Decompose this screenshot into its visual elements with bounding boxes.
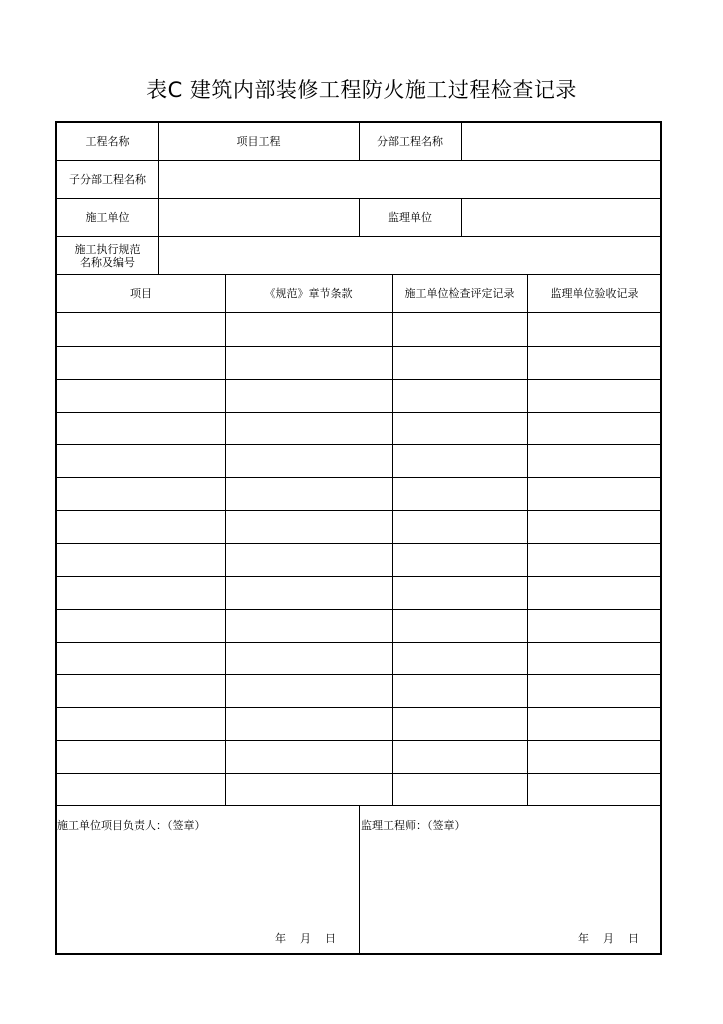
cell-construction-check[interactable] <box>392 477 527 510</box>
cell-clause[interactable] <box>225 477 392 510</box>
cell-supervision-acceptance[interactable] <box>527 773 662 806</box>
cell-clause[interactable] <box>225 576 392 609</box>
cell-construction-check[interactable] <box>392 674 527 707</box>
cell-item[interactable] <box>57 773 225 806</box>
subdivision-name-value[interactable] <box>158 161 662 198</box>
column-header-supervision-acceptance: 监理单位验收记录 <box>550 287 639 300</box>
divider <box>359 805 360 955</box>
cell-supervision-acceptance[interactable] <box>527 510 662 543</box>
cell-construction-check[interactable] <box>392 346 527 379</box>
cell-construction-check[interactable] <box>392 444 527 477</box>
column-header-construction-check: 施工单位检查评定记录 <box>404 287 515 300</box>
standard-value[interactable] <box>158 237 662 274</box>
divider <box>57 510 662 511</box>
cell-construction-check[interactable] <box>392 510 527 543</box>
column-header-item: 项目 <box>130 287 152 300</box>
cell-clause[interactable] <box>225 543 392 576</box>
cell-construction-check[interactable] <box>392 412 527 445</box>
divider <box>359 123 360 160</box>
divider <box>57 740 662 741</box>
divider <box>461 199 462 236</box>
divider <box>57 674 662 675</box>
cell-supervision-acceptance[interactable] <box>527 346 662 379</box>
construction-manager-signature-label: 施工单位项目负责人：（签章） <box>57 819 206 832</box>
cell-supervision-acceptance[interactable] <box>527 576 662 609</box>
supervising-engineer-signature-label: 监理工程师：（签章） <box>361 819 466 832</box>
inspection-record-form <box>55 121 662 955</box>
cell-clause[interactable] <box>225 346 392 379</box>
divider <box>392 275 393 805</box>
cell-item[interactable] <box>57 313 225 346</box>
cell-clause[interactable] <box>225 379 392 412</box>
cell-construction-check[interactable] <box>392 609 527 642</box>
cell-clause[interactable] <box>225 444 392 477</box>
divider <box>57 576 662 577</box>
cell-item[interactable] <box>57 576 225 609</box>
cell-construction-check[interactable] <box>392 313 527 346</box>
cell-item[interactable] <box>57 674 225 707</box>
divider <box>158 123 159 274</box>
cell-item[interactable] <box>57 477 225 510</box>
cell-supervision-acceptance[interactable] <box>527 609 662 642</box>
divider <box>57 609 662 610</box>
divider <box>57 412 662 413</box>
construction-unit-label: 施工单位 <box>85 211 130 224</box>
cell-construction-check[interactable] <box>392 740 527 773</box>
cell-supervision-acceptance[interactable] <box>527 707 662 740</box>
cell-item[interactable] <box>57 444 225 477</box>
cell-supervision-acceptance[interactable] <box>527 412 662 445</box>
cell-clause[interactable] <box>225 313 392 346</box>
supervision-unit-label: 监理单位 <box>388 211 432 224</box>
project-name-label: 工程名称 <box>85 135 130 148</box>
divider <box>57 346 662 347</box>
cell-construction-check[interactable] <box>392 707 527 740</box>
cell-construction-check[interactable] <box>392 773 527 806</box>
cell-construction-check[interactable] <box>392 543 527 576</box>
cell-clause[interactable] <box>225 412 392 445</box>
divider <box>57 543 662 544</box>
divider <box>57 312 662 313</box>
cell-item[interactable] <box>57 642 225 675</box>
construction-unit-value[interactable] <box>158 199 359 236</box>
cell-construction-check[interactable] <box>392 642 527 675</box>
cell-item[interactable] <box>57 543 225 576</box>
cell-clause[interactable] <box>225 510 392 543</box>
division-name-label: 分部工程名称 <box>377 135 443 148</box>
divider <box>225 275 226 805</box>
divider <box>527 275 528 805</box>
construction-manager-signature-date: 年 月 日 <box>275 932 336 945</box>
cell-clause[interactable] <box>225 609 392 642</box>
standard-label-line1: 施工执行规范 <box>74 242 141 256</box>
divider <box>57 477 662 478</box>
cell-clause[interactable] <box>225 674 392 707</box>
cell-clause[interactable] <box>225 642 392 675</box>
divider <box>359 199 360 236</box>
standard-label <box>57 237 158 274</box>
divider <box>57 707 662 708</box>
cell-supervision-acceptance[interactable] <box>527 379 662 412</box>
divider <box>57 379 662 380</box>
cell-construction-check[interactable] <box>392 576 527 609</box>
column-header-clause: 《规范》章节条款 <box>264 287 353 300</box>
divider <box>57 274 662 275</box>
subdivision-name-label: 子分部工程名称 <box>69 173 146 186</box>
cell-supervision-acceptance[interactable] <box>527 740 662 773</box>
cell-supervision-acceptance[interactable] <box>527 444 662 477</box>
cell-item[interactable] <box>57 707 225 740</box>
cell-item[interactable] <box>57 609 225 642</box>
divider <box>57 773 662 774</box>
divider <box>57 160 662 161</box>
project-name-value[interactable]: 项目工程 <box>236 135 281 148</box>
cell-clause[interactable] <box>225 773 392 806</box>
cell-supervision-acceptance[interactable] <box>527 543 662 576</box>
form-title: 表C 建筑内部装修工程防火施工过程检查记录 <box>146 78 577 102</box>
cell-clause[interactable] <box>225 707 392 740</box>
cell-supervision-acceptance[interactable] <box>527 674 662 707</box>
cell-item[interactable] <box>57 412 225 445</box>
cell-supervision-acceptance[interactable] <box>527 313 662 346</box>
cell-item[interactable] <box>57 346 225 379</box>
supervision-unit-value[interactable] <box>461 199 662 236</box>
standard-label-line2: 名称及编号 <box>80 255 135 269</box>
cell-clause[interactable] <box>225 740 392 773</box>
division-name-value[interactable] <box>461 123 662 160</box>
divider <box>57 444 662 445</box>
divider <box>57 236 662 237</box>
cell-item[interactable] <box>57 510 225 543</box>
cell-supervision-acceptance[interactable] <box>527 477 662 510</box>
divider <box>461 123 462 160</box>
cell-item[interactable] <box>57 379 225 412</box>
cell-item[interactable] <box>57 740 225 773</box>
divider <box>57 642 662 643</box>
supervising-engineer-signature-date: 年 月 日 <box>578 932 639 945</box>
cell-construction-check[interactable] <box>392 379 527 412</box>
cell-supervision-acceptance[interactable] <box>527 642 662 675</box>
